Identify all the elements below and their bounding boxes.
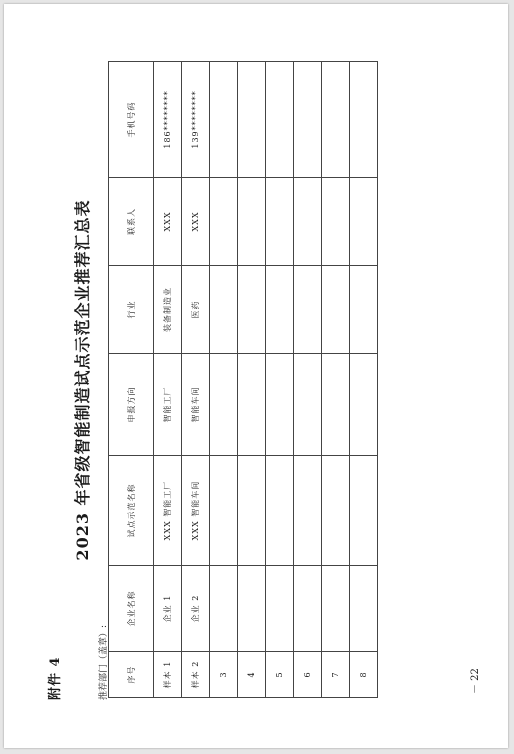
table-cell <box>322 266 350 354</box>
table-cell: XXX <box>182 178 210 266</box>
table-row <box>350 62 378 698</box>
table-cell <box>238 62 266 178</box>
table-cell: XXX 智能工厂 <box>154 456 182 566</box>
table-cell <box>350 456 378 566</box>
table-cell <box>322 354 350 456</box>
table-row <box>322 62 350 698</box>
table-cell <box>350 566 378 652</box>
table-cell: 6 <box>294 652 322 698</box>
table-cell: 企业 2 <box>182 566 210 652</box>
table-cell: 186******** <box>154 62 182 178</box>
column-header: 序号 <box>109 652 154 698</box>
table-row <box>154 62 182 698</box>
table-cell <box>266 62 294 178</box>
table-cell: 智能工厂 <box>154 354 182 456</box>
table-cell: XXX <box>154 178 182 266</box>
recommending-department-label: 推荐部门（盖章）: <box>99 624 109 700</box>
table-cell <box>238 266 266 354</box>
table-cell <box>294 266 322 354</box>
column-header: 试点示范名称 <box>109 456 154 566</box>
table-cell <box>350 354 378 456</box>
table-cell <box>294 178 322 266</box>
table-body <box>154 62 378 698</box>
table-cell <box>294 62 322 178</box>
column-header: 申报方向 <box>109 354 154 456</box>
table-cell <box>294 354 322 456</box>
table-cell <box>210 566 238 652</box>
table-cell <box>266 354 294 456</box>
table-cell: 样本 1 <box>154 652 182 698</box>
page-number: － 22 <box>470 668 481 694</box>
summary-table <box>108 61 378 698</box>
table-cell <box>322 566 350 652</box>
table-row <box>294 62 322 698</box>
table-cell: 样本 2 <box>182 652 210 698</box>
table-cell: 5 <box>266 652 294 698</box>
table-cell <box>322 456 350 566</box>
column-header: 联系人 <box>109 178 154 266</box>
column-header: 企业名称 <box>109 566 154 652</box>
table-cell <box>350 62 378 178</box>
table-cell <box>210 266 238 354</box>
table-cell: 4 <box>238 652 266 698</box>
table-cell <box>350 178 378 266</box>
table-cell: 139******** <box>182 62 210 178</box>
table-cell <box>210 456 238 566</box>
column-header: 行业 <box>109 266 154 354</box>
table-header-row <box>109 62 154 698</box>
rotated-content <box>44 60 374 700</box>
table-row <box>210 62 238 698</box>
table-cell <box>322 178 350 266</box>
table-cell <box>294 456 322 566</box>
table-cell <box>266 456 294 566</box>
table-cell: 8 <box>350 652 378 698</box>
table-cell <box>238 178 266 266</box>
table-cell: 7 <box>322 652 350 698</box>
document-page <box>4 4 508 748</box>
table-cell <box>238 354 266 456</box>
table-cell: 医药 <box>182 266 210 354</box>
document-title: 2023 年省级智能制造试点示范企业推荐汇总表 <box>73 199 92 561</box>
table-cell <box>210 62 238 178</box>
table-cell <box>322 62 350 178</box>
table-cell <box>266 266 294 354</box>
table-cell: 智能车间 <box>182 354 210 456</box>
column-header: 手机号码 <box>109 62 154 178</box>
table-cell: 3 <box>210 652 238 698</box>
table-row <box>238 62 266 698</box>
table-cell <box>266 178 294 266</box>
table-cell <box>238 566 266 652</box>
table-row <box>182 62 210 698</box>
table-cell: 企业 1 <box>154 566 182 652</box>
table-cell <box>238 456 266 566</box>
table-cell <box>350 266 378 354</box>
table-row <box>266 62 294 698</box>
table-cell: 装备制造业 <box>154 266 182 354</box>
table-cell <box>210 178 238 266</box>
table-cell <box>266 566 294 652</box>
table-cell: XXX 智能车间 <box>182 456 210 566</box>
table-cell <box>294 566 322 652</box>
attachment-label: 附件 4 <box>48 656 63 700</box>
table-cell <box>210 354 238 456</box>
